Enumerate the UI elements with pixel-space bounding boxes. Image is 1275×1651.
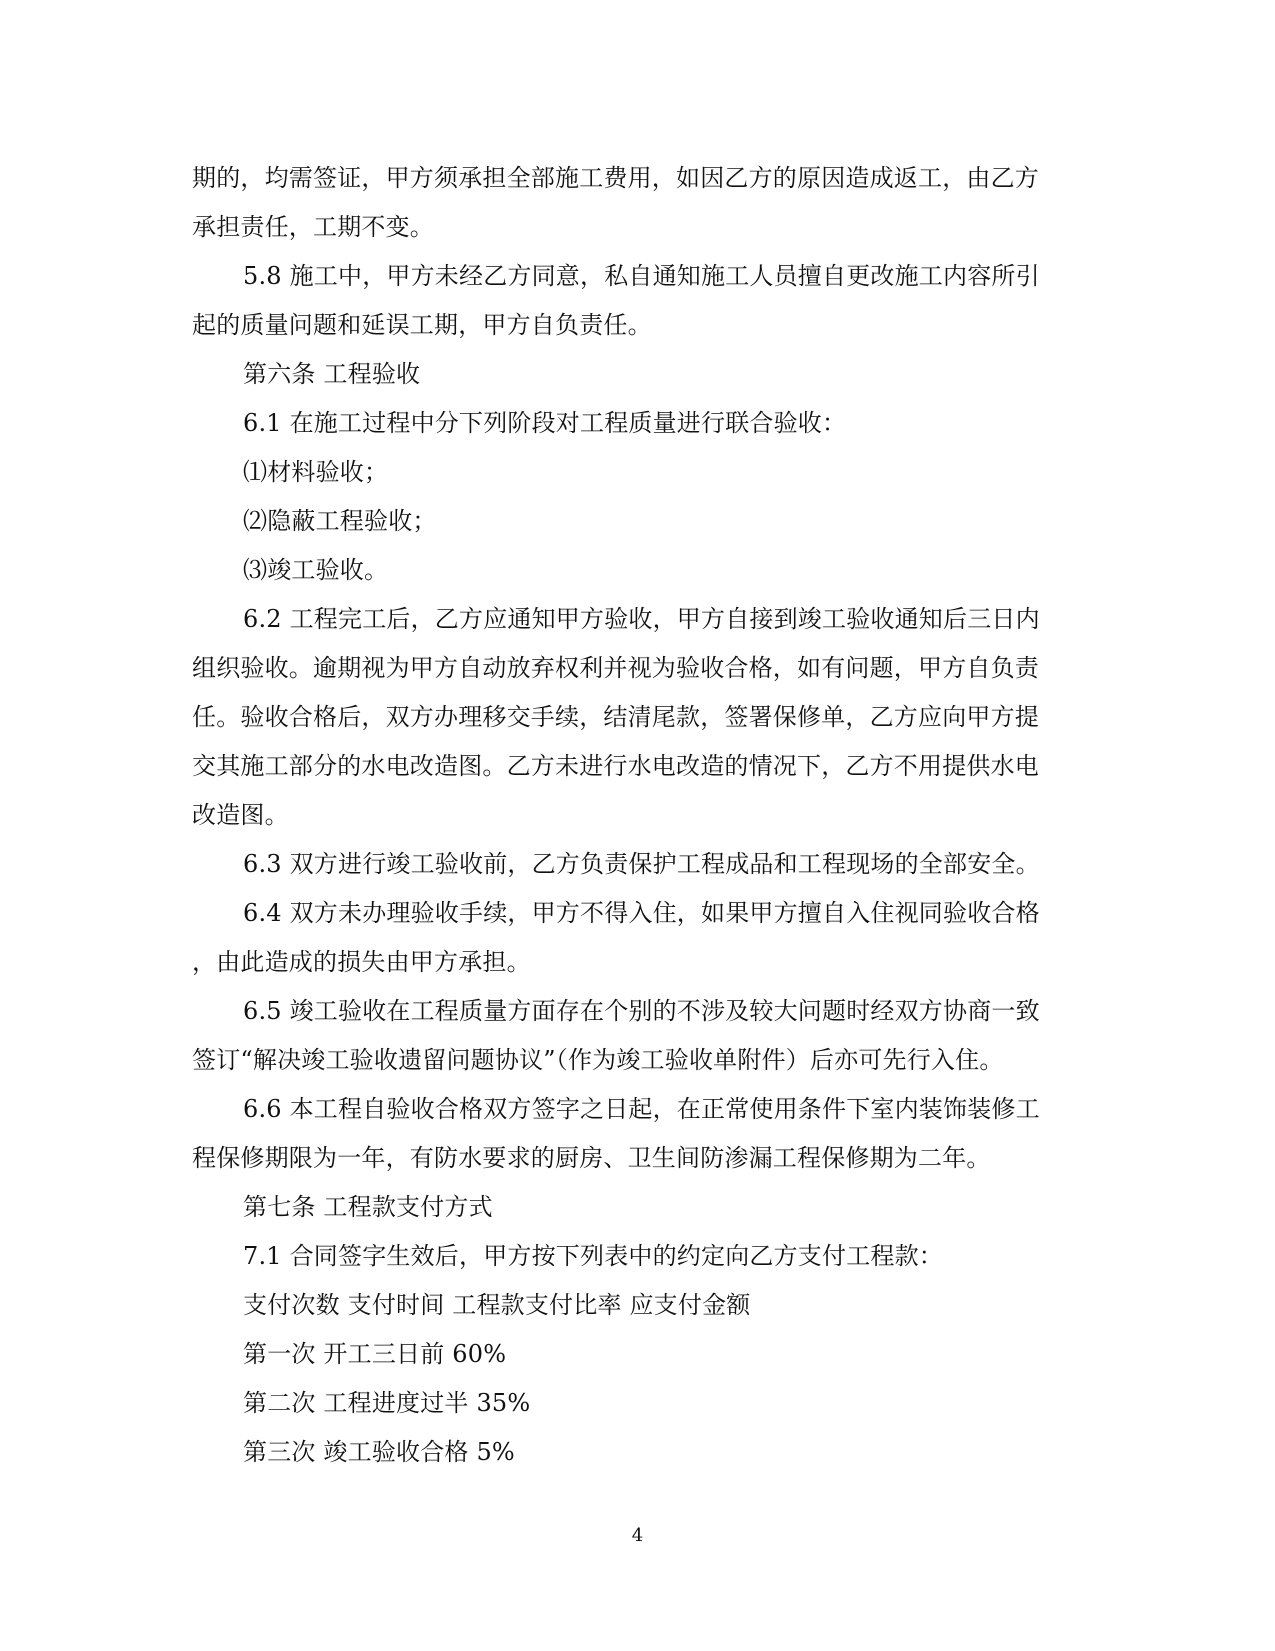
clause-6-2-continued: 改造图。 — [192, 801, 289, 829]
list-item-1: ⑴材料验收； — [243, 458, 389, 486]
clause-7-1: 7.1 合同签字生效后，甲方按下列表中的约定向乙方支付工程款： — [243, 1242, 943, 1270]
article-6-heading: 第六条 工程验收 — [243, 360, 421, 388]
list-item-3: ⑶竣工验收。 — [243, 556, 389, 584]
clause-6-5-continued: 签订“解决竣工验收遗留问题协议”（作为竣工验收单附件）后亦可先行入住。 — [192, 1046, 1004, 1074]
payment-table-header: 支付次数 支付时间 工程款支付比率 应支付金额 — [243, 1291, 751, 1319]
clause-6-3: 6.3 双方进行竣工验收前，乙方负责保护工程成品和工程现场的全部安全。 — [243, 850, 1040, 878]
clause-6-6-continued: 程保修期限为一年，有防水要求的厨房、卫生间防渗漏工程保修期为二年。 — [192, 1144, 991, 1172]
clause-6-4-continued: ，由此造成的损失由甲方承担。 — [192, 948, 531, 976]
article-7-heading: 第七条 工程款支付方式 — [243, 1193, 493, 1221]
clause-6-6: 6.6 本工程自验收合格双方签字之日起，在正常使用条件下室内装饰装修工 — [243, 1095, 1040, 1123]
clause-6-2: 6.2 工程完工后，乙方应通知甲方验收，甲方自接到竣工验收通知后三日内 — [243, 605, 1040, 633]
text-line-continuation: 期的，均需签证，甲方须承担全部施工费用，如因乙方的原因造成返工，由乙方 — [192, 164, 1039, 192]
document-body — [192, 154, 1092, 1477]
clause-6-4: 6.4 双方未办理验收手续，甲方不得入住，如果甲方擅自入住视同验收合格 — [243, 899, 1040, 927]
payment-row-1: 第一次 开工三日前 60% — [243, 1340, 507, 1368]
payment-row-3: 第三次 竣工验收合格 5% — [243, 1438, 515, 1466]
clause-5-8: 5.8 施工中，甲方未经乙方同意，私自通知施工人员擅自更改施工内容所引 — [243, 262, 1040, 290]
clause-6-2-continued: 交其施工部分的水电改造图。乙方未进行水电改造的情况下，乙方不用提供水电 — [192, 752, 1039, 780]
clause-5-8-continued: 起的质量问题和延误工期，甲方自负责任。 — [192, 311, 652, 339]
list-item-2: ⑵隐蔽工程验收； — [243, 507, 437, 535]
clause-6-2-continued: 组织验收。逾期视为甲方自动放弃权利并视为验收合格，如有问题，甲方自负责 — [192, 654, 1039, 682]
text-line-continuation: 承担责任，工期不变。 — [192, 213, 434, 241]
clause-6-2-continued: 任。验收合格后，双方办理移交手续，结清尾款，签署保修单，乙方应向甲方提 — [192, 703, 1039, 731]
clause-6-1: 6.1 在施工过程中分下列阶段对工程质量进行联合验收： — [243, 409, 847, 437]
page-number: 4 — [631, 1525, 644, 1546]
clause-6-5: 6.5 竣工验收在工程质量方面存在个别的不涉及较大问题时经双方协商一致 — [243, 997, 1040, 1025]
payment-row-2: 第二次 工程进度过半 35% — [243, 1389, 531, 1417]
